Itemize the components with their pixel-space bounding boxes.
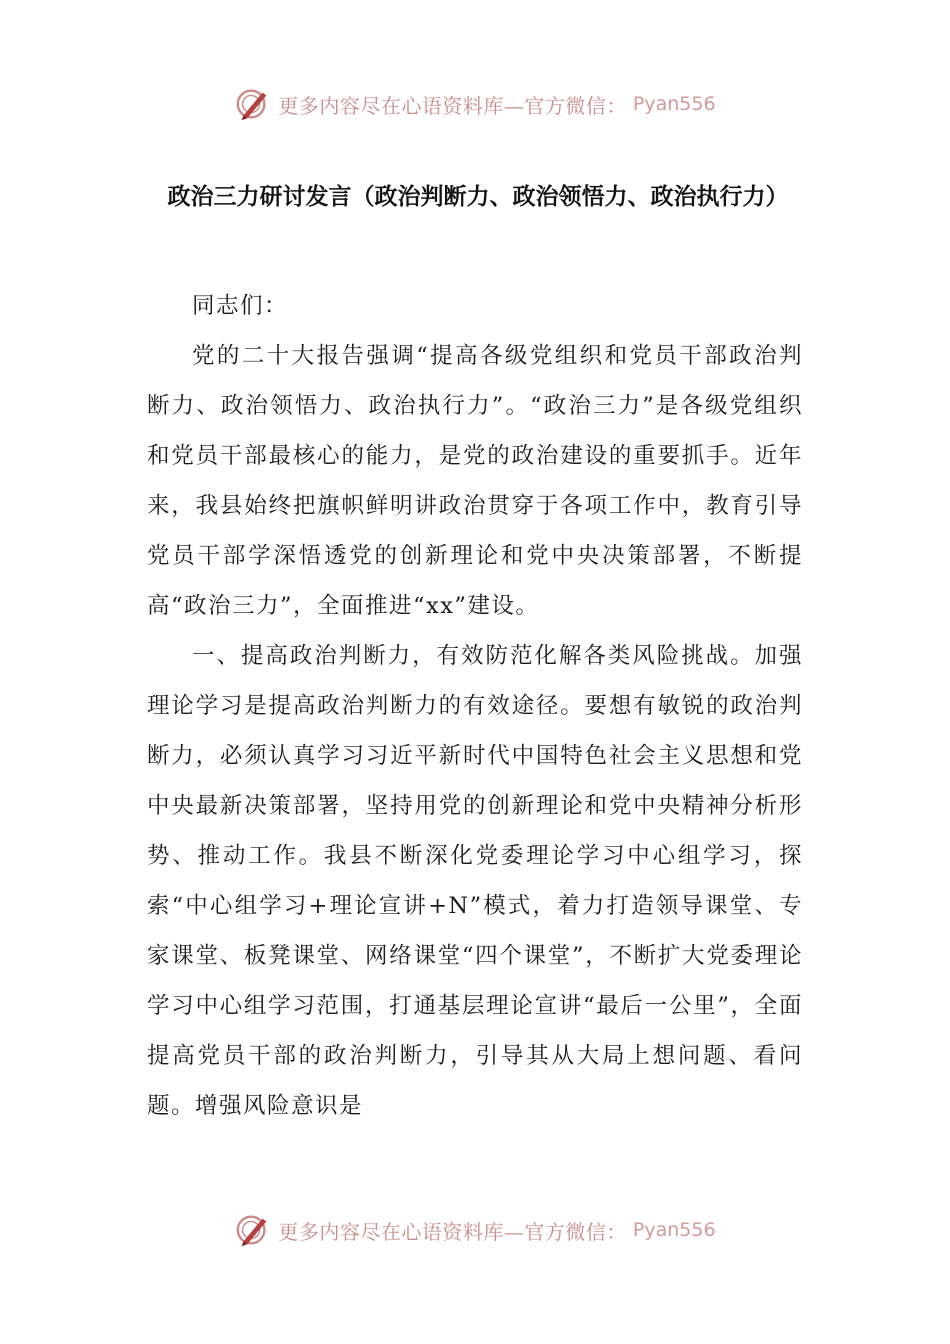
watermark-text: 更多内容尽在心语资料库—官方微信： xyxy=(278,93,627,118)
document-title: 政治三力研讨发言（政治判断力、政治领悟力、政治执行力） xyxy=(167,184,789,210)
salutation-paragraph: 同志们： xyxy=(192,293,289,319)
watermark-text: 更多内容尽在心语资料库—官方微信： xyxy=(278,1219,627,1244)
pen-circle-icon xyxy=(234,85,272,123)
section-one-paragraph: 一、提高政治判断力，有效防范化解各类风险挑战。加强理论学习是提高政治判断力的有效途径。要想有敏锐的政治判断力，必须认真学习习近平新时代中国特色社会主义思想和党中央最新决策部署，坚持用党的创新理论和党中央精神分析形势、推动工作。我县不断深化党委理论学习中心组学习，探索“中心组学习+理论宣讲+N”模式，着力打造领导课堂、专家课堂、板凳课堂、网络课堂“四个课堂”，不断扩大党委理论学习中心组学习范围，打通基层理论宣讲“最后一公里”，全面提高党员干部的政治判断力，引导其从大局上想问题、看问题。增强风险意识是 xyxy=(147,643,803,1119)
document-body xyxy=(147,281,803,1131)
watermark-wechat-id: Pyan556 xyxy=(632,1219,716,1241)
watermark-wechat-id: Pyan556 xyxy=(632,93,716,115)
pen-circle-icon xyxy=(234,1211,272,1249)
intro-paragraph: 党的二十大报告强调“提高各级党组织和党员干部政治判断力、政治领悟力、政治执行力”。“政治三力”是各级党组织和党员干部最核心的能力，是党的政治建设的重要抓手。近年来，我县始终把旗帜鲜明讲政治贯穿于各项工作中，教育引导党员干部学深悟透党的创新理论和党中央决策部署，不断提高“政治三力”，全面推进“xx”建设。 xyxy=(147,343,803,619)
footer-watermark xyxy=(0,1210,950,1250)
header-watermark xyxy=(0,84,950,124)
